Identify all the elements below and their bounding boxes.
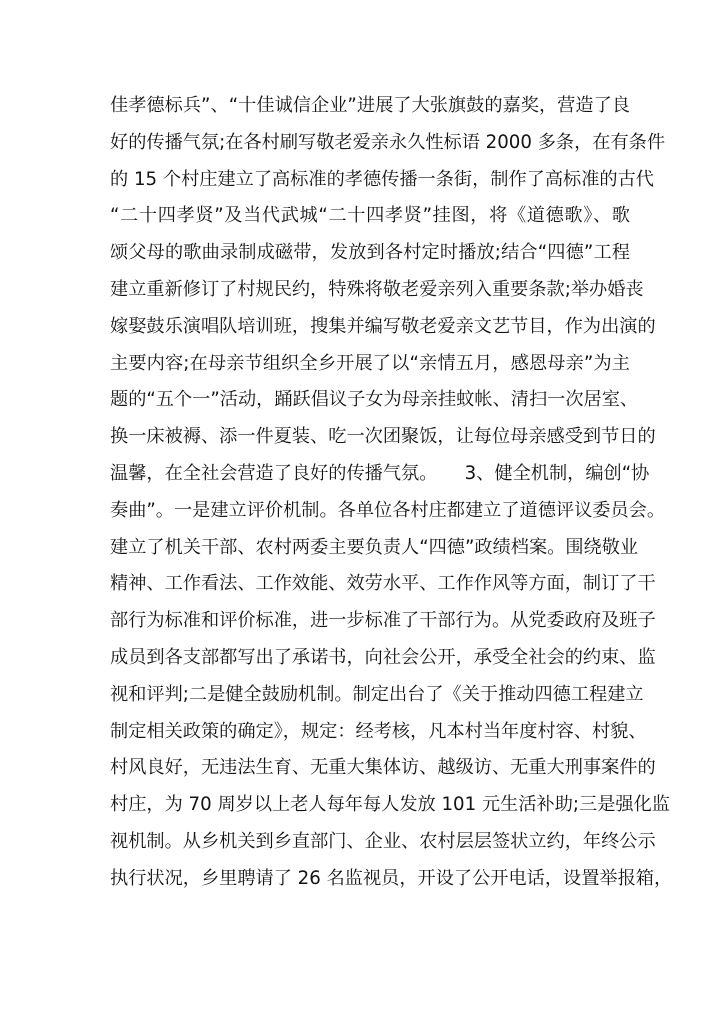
- text-line: 题的“五个一”活动，踊跃倡议子女为母亲挂蚊帐、清扫一次居室、: [110, 389, 639, 411]
- text-line: 执行状况，乡里聘请了 26 名监视员，开设了公开电话，设置举报箱，: [110, 867, 673, 889]
- text-line: 奏曲”。一是建立评价机制。各单位各村庄都建立了道德评议委员会。: [110, 499, 666, 521]
- text-line: 精神、工作看法、工作效能、效劳水平、工作作风等方面，制订了干: [110, 573, 656, 595]
- text-line: 成员到各支部都写出了承诺书，向社会公开，承受全社会的约束、监: [110, 646, 656, 668]
- text-line: 视和评判;二是健全鼓励机制。制定出台了《关于推动四德工程建立: [110, 683, 644, 705]
- text-line: 主要内容;在母亲节组织全乡开展了以“亲情五月，感恩母亲”为主: [110, 352, 630, 374]
- text-line: 好的传播气氛;在各村刷写敬老爱亲永久性标语 2000 多条，在有条件: [110, 131, 666, 153]
- text-line: 佳孝德标兵”、“十佳诚信企业”进展了大张旗鼓的嘉奖，营造了良: [110, 95, 630, 116]
- text-line: 建立重新修订了村规民约，特殊将敬老爱亲列入重要条款;举办婚丧: [110, 278, 644, 300]
- text-line: 换一床被褥、添一件夏装、吃一次团聚饭，让每位母亲感受到节日的: [110, 426, 656, 448]
- text-line: 嫁娶鼓乐演唱队培训班，搜集并编写敬老爱亲文艺节目，作为出演的: [110, 315, 656, 337]
- body-text: [110, 88, 673, 898]
- text-line: 村风良好，无违法生育、无重大集体访、越级访、无重大刑事案件的: [110, 757, 656, 779]
- text-line: 视机制。从乡机关到乡直部门、企业、农村层层签状立约，年终公示: [110, 830, 656, 852]
- text-line: “二十四孝贤”及当代武城“二十四孝贤”挂图，将《道德歌》、歌: [110, 205, 630, 227]
- text-line: 建立了机关干部、农村两委主要负责人“四德”政绩档案。围绕敬业: [110, 536, 639, 558]
- text-line: 的 15 个村庄建立了高标准的孝德传播一条街，制作了高标准的古代: [110, 168, 654, 190]
- text-line: 温馨，在全社会营造了良好的传播气氛。 3、健全机制，编创“协: [110, 462, 650, 484]
- text-line: 部行为标准和评价标准，进一步标准了干部行为。从党委政府及班子: [110, 610, 656, 632]
- text-line: 村庄，为 70 周岁以上老人每年每人发放 101 元生活补助;三是强化监: [110, 794, 670, 816]
- text-line: 制定相关政策的确定》，规定：经考核，凡本村当年度村容、村貌、: [110, 720, 647, 742]
- text-line: 颂父母的歌曲录制成磁带，发放到各村定时播放;结合“四德”工程: [110, 242, 630, 264]
